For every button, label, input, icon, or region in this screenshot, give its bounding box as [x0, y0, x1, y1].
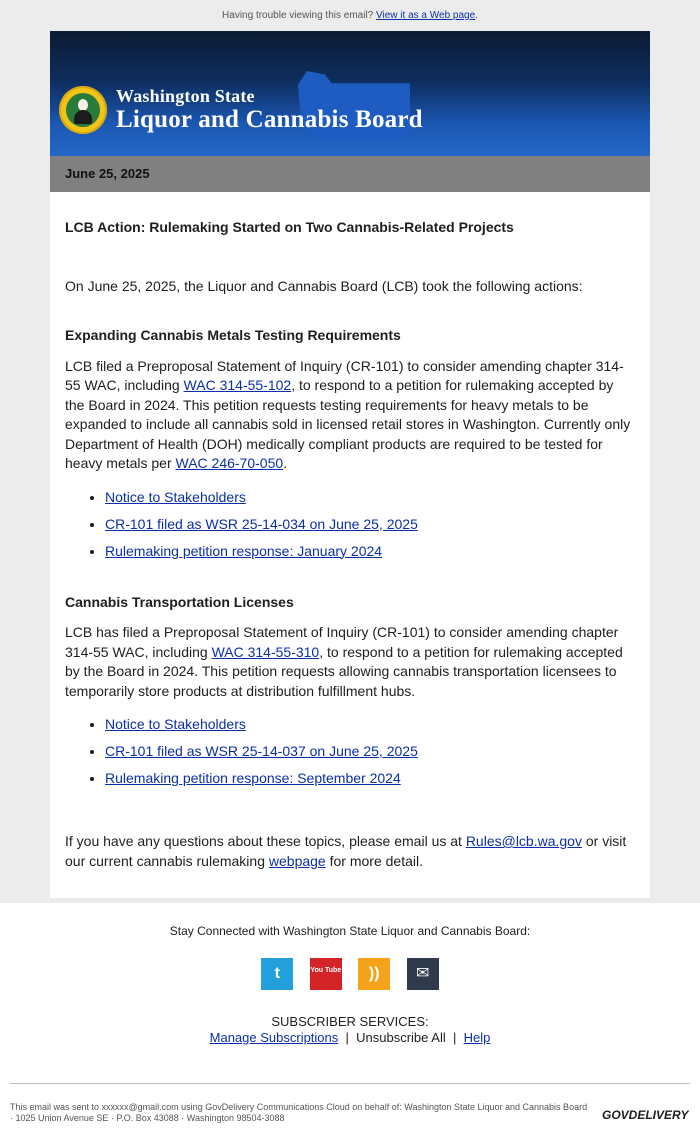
list-item [105, 715, 635, 742]
wac-314-55-310-link[interactable]: WAC 314-55-310 [211, 643, 320, 660]
section2-paragraph: LCB has filed a Preproposal Statement of Inquiry (CR-101) to consider amending chapter 314-55 WAC, including WAC 314-55-310, to respond to a petition for rulemaking accepted by the Board in 2024. This petition requests allowing cannabis transportation licensees to temporarily store products at distribution fulfillment hubs. [65, 624, 623, 699]
unsubscribe-all-link[interactable]: Unsubscribe All [356, 1030, 446, 1045]
section2-cr101-link[interactable]: CR-101 filed as WSR 25-14-037 on June 25, 2025 [105, 743, 418, 759]
email-card [50, 31, 650, 898]
section2-links-list [65, 701, 635, 796]
trouble-text: Having trouble viewing this email? [222, 10, 374, 21]
rules-email-link[interactable]: Rules@lcb.wa.gov [465, 833, 582, 849]
social-icons [0, 958, 700, 990]
header-banner [50, 31, 650, 156]
wac-314-55-102-link[interactable]: WAC 314-55-102 [183, 377, 292, 393]
section1-petition-link[interactable]: Rulemaking petition response: January 2024 [105, 542, 383, 559]
trouble-viewing-note: Having trouble viewing this email? View it as a Web page. [222, 10, 478, 21]
brand-name-line1: Washington State [116, 86, 255, 106]
footer [0, 903, 700, 1134]
email-body [50, 192, 650, 898]
list-item [105, 488, 635, 515]
state-seal-icon [59, 86, 107, 134]
list-item [105, 542, 635, 569]
section1-notice-link[interactable]: Notice to Stakeholders [105, 488, 246, 505]
manage-subscriptions-link[interactable]: Manage Subscriptions [209, 1030, 339, 1045]
twitter-icon[interactable]: t [261, 958, 293, 990]
footer-fine-print: This email was sent to xxxxxx@gmail.com using GovDelivery Communications Cloud on behalf of: Washington State Liquor and Cannabis Board · 1025 Union Avenue SE · P.O. Box 43088 · Washington 98504-3088 [10, 1102, 588, 1123]
wac-246-70-050-link[interactable]: WAC 246-70-050 [175, 455, 284, 471]
date-bar: June 25, 2025 [50, 156, 650, 192]
section1-cr101-link[interactable]: CR-101 filed as WSR 25-14-034 on June 25, 2025 [105, 515, 418, 532]
section1-links-list [65, 474, 635, 569]
email-icon[interactable]: ✉ [407, 958, 439, 990]
view-as-web-page-link[interactable]: View it as a Web page [376, 10, 476, 21]
rss-icon[interactable]: )) [358, 958, 390, 990]
brand-name-line2: Liquor and Cannabis Board [116, 106, 423, 133]
help-link[interactable]: Help [463, 1030, 491, 1045]
rulemaking-webpage-link[interactable]: webpage [268, 852, 326, 869]
section1-heading: Expanding Cannabis Metals Testing Requirements [65, 327, 401, 343]
section2-heading: Cannabis Transportation Licenses [65, 593, 294, 610]
stay-connected-text: Stay Connected with Washington State Liquor and Cannabis Board: [169, 924, 531, 938]
subscriber-services-label: SUBSCRIBER SERVICES: [271, 1014, 429, 1029]
intro-text: On June 25, 2025, the Liquor and Cannabis Board (LCB) took the following actions: [65, 277, 583, 294]
section2-notice-link[interactable]: Notice to Stakeholders [105, 716, 246, 732]
headline: LCB Action: Rulemaking Started on Two Cannabis-Related Projects [65, 219, 514, 235]
list-item [105, 769, 635, 796]
list-item [105, 515, 635, 542]
section1-paragraph: LCB filed a Preproposal Statement of Inquiry (CR-101) to consider amending chapter 314-55 WAC, including WAC 314-55-102, to respond to a petition for rulemaking accepted by the Board in 2024. This petition requests testing requirements for heavy metals to be expanded to include all cannabis sold in licensed retail stores in Washington. Currently only Department of Health (DOH) medically compliant products are required to be tested for heavy metals per WAC 246-70-050. [65, 357, 631, 471]
govdelivery-logo: GOVDELIVERY [602, 1108, 689, 1122]
subscriber-services: SUBSCRIBER SERVICES: Manage Subscriptions | Unsubscribe All | Help [0, 1014, 700, 1046]
closing-paragraph: If you have any questions about these topics, please email us at Rules@lcb.wa.gov or visit our current cannabis rulemaking webpage for more detail. [65, 833, 627, 869]
section2-petition-link[interactable]: Rulemaking petition response: September 2024 [105, 770, 401, 786]
list-item [105, 742, 635, 769]
footer-divider [10, 1083, 690, 1084]
youtube-icon[interactable]: You Tube [310, 958, 342, 990]
